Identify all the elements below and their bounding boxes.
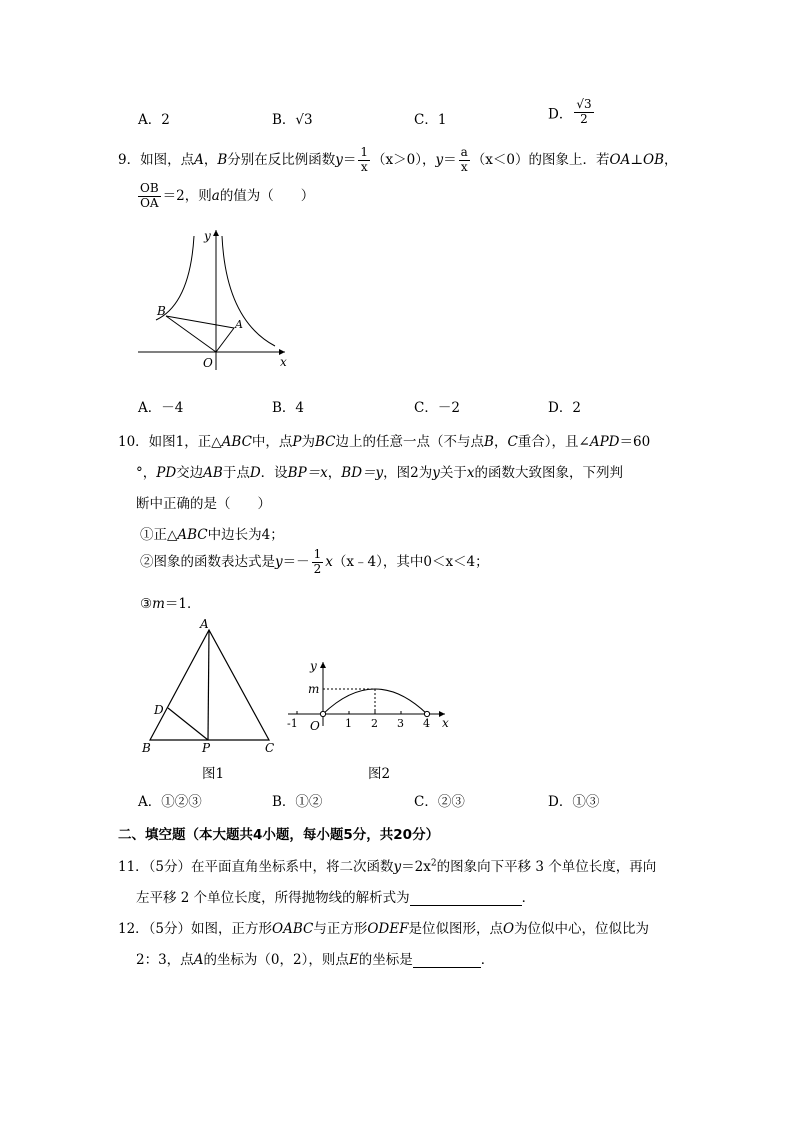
label-A: A [200,618,209,631]
q10-stem-line2: °，PD交边AB于点D．设BP＝x，BD＝y，图2为y关于x的函数大致图象，下列判 [136,465,624,481]
label-O: O [310,719,320,733]
label-x: x [280,355,287,369]
q10-figure2 [282,652,457,734]
label-m: m [308,682,320,696]
curve-right [222,236,275,346]
label-A: A [235,318,243,331]
q8-option-d: D． $\frac{√3}{2}$ [548,97,592,126]
segment-AP [208,630,209,740]
q11-line1: 11．（5分）在平面直角坐标系中，将二次函数$y=2x^2$的图象向下平移 3 个单位长度，再向 [118,858,657,875]
segment-AB [166,316,234,328]
segment-DP [168,708,208,740]
q10-statement-1: ①正△ABC中边长为4； [140,527,284,543]
triangle-ABC [150,630,269,740]
q11-answer-blank[interactable] [410,891,522,906]
label-neg1: -1 [287,717,298,730]
label-2: 2 [371,717,378,730]
q9-option-c: C．－2 [414,400,460,416]
q8-option-a: A．2 [138,112,170,128]
label-3: 3 [397,717,404,730]
q9-figure [130,222,300,372]
q12-line2: 2：3，点A的坐标为（0，2），则点E的坐标是 ． [136,952,495,968]
q9-option-d: D．2 [548,400,581,416]
open-point-origin [320,711,325,716]
q10-statement-3: ③m＝1． [140,596,201,612]
q9-option-a: A．－4 [138,400,184,416]
q10-option-b: B．①② [272,794,323,810]
label-y: y [204,229,211,243]
label-O: O [203,356,213,370]
q10-option-a: A．①②③ [138,794,202,810]
fig2-caption: 图2 [368,766,391,782]
label-x: x [442,716,449,730]
label-y: y [310,659,317,673]
label-4: 4 [423,717,430,730]
label-C: C [265,741,275,755]
q10-statement-2: ②图象的函数表达式是y＝－ $\frac{1}{2}$ x（x﹣4），其中0＜x＜4； [140,547,489,576]
segment-OA [216,328,234,352]
fig1-caption: 图1 [202,766,225,782]
q10-option-c: C．②③ [414,794,465,810]
label-D: D [154,703,164,717]
q9-stem-line2: $\frac{OB}{OA}$ ＝2，则a的值为（ ） [140,181,315,210]
open-point-4 [424,711,429,716]
label-1: 1 [345,717,352,730]
q10-stem-line3: 断中正确的是（ ） [136,496,271,512]
q8-option-b: B．√3 [272,112,313,128]
label-B: B [142,741,151,755]
label-B: B [157,304,166,318]
q11-line2: 左平移 2 个单位长度，所得抛物线的解析式为 ． [136,890,536,906]
q9-stem-line1: 9．如图，点A，B分别在反比例函数y＝ $\frac{1}{x}$ （x＞0），y＝ $\frac{a}{x}$ （x＜0）的图象上．若OA⊥OB， [118,145,678,174]
q12-line1: 12．（5分）如图，正方形OABC与正方形ODEF是位似图形，点O为位似中心，位似比为 [118,921,650,937]
y-axis-arrow [213,230,219,236]
section-heading-fill-in: 二、填空题（本大题共4小题，每小题5分，共20分） [118,827,440,843]
q8-option-c: C．1 [414,112,447,128]
q10-option-d: D．①③ [548,794,600,810]
q9-option-b: B．4 [272,400,305,416]
y-axis-arrow [320,662,326,668]
q10-figure1 [138,618,288,756]
label-P: P [202,741,211,755]
q10-stem-line1: 10．如图1，正△ABC中，点P为BC边上的任意一点（不与点B，C重合），且∠APD＝60 [118,434,651,450]
segment-OB [166,316,216,352]
q12-answer-blank[interactable] [413,953,481,968]
